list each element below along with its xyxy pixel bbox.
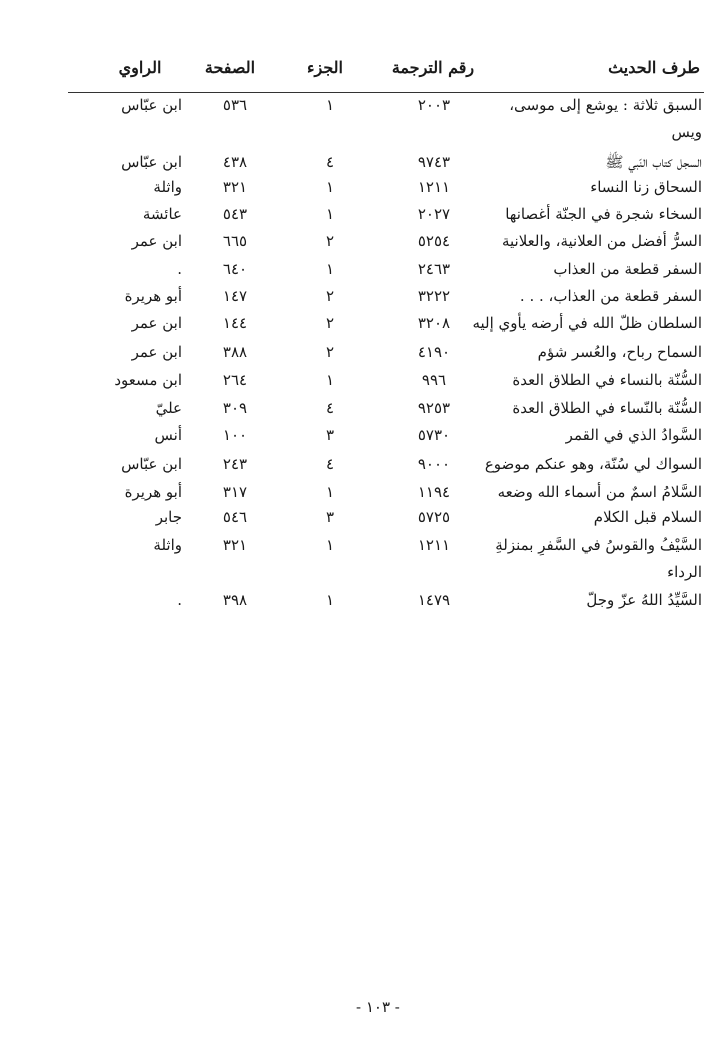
row-10-tarjama: ٩٩٦ [421,371,447,389]
header-rawi: الراوي [118,58,162,77]
row-3-safha: ٣٢١ [222,178,248,196]
row-6-rawi: . [177,260,182,278]
row-1-tarf: السبق ثلاثة : يوشع إلى موسى، [509,96,702,114]
row-12-tarf: السَّوادُ الذي في القمر [565,426,702,444]
row-8-rawi: ابن عمر [131,314,182,332]
row-6-tarjama: ٢٤٦٣ [417,260,451,278]
row-13-juz: ٤ [325,455,335,473]
row-14-rawi: أبو هريرة [124,483,182,501]
row-1-tarjama: ٢٠٠٣ [417,96,451,114]
row-8-tarf: السلطان ظلّ الله في أرضه يأوي إليه [472,314,702,332]
row-15-rawi: جابر [155,508,182,526]
row-11-juz: ٤ [325,399,335,417]
row-3-tarf: السحاق زنا النساء [590,178,702,196]
row-2-rawi: ابن عبّاس [121,153,182,171]
row-16-tarf: السَّيْفُ والقوسُ في السَّفرِ بمنزلةِ [495,536,702,554]
row-14-tarf: السَّلامُ اسمٌ من أسماء الله وضعه [497,483,702,501]
row-16-rawi: واثلة [153,536,182,554]
row-4-rawi: عائشة [142,205,182,223]
row-11-tarf: السُّنّة بالنّساء في الطلاق العدة [512,399,702,417]
row-5-tarf: السرُّ أفضل من العلانية، والعلانية [501,232,702,250]
row-8-tarjama: ٣٢٠٨ [417,314,451,332]
row-1-juz: ١ [325,96,335,114]
row-10-rawi: ابن مسعود [114,371,182,389]
header-juz: الجزء [307,58,343,77]
row-7-tarf: السفر قطعة من العذاب، . . . [519,287,702,305]
row-3-tarjama: ١٢١١ [417,178,451,196]
row-4-safha: ٥٤٣ [222,205,248,223]
row-4-tarjama: ٢٠٢٧ [417,205,451,223]
row-3-rawi: واثلة [153,178,182,196]
row-17-rawi: . [177,591,182,609]
row-13-rawi: ابن عبّاس [121,455,182,473]
row-7-rawi: أبو هريرة [124,287,182,305]
row-10-safha: ٢٦٤ [222,371,248,389]
row-3-juz: ١ [325,178,335,196]
row-16-juz: ١ [325,536,335,554]
row-15-tarjama: ٥٧٢٥ [417,508,451,526]
row-9-safha: ٣٨٨ [222,343,248,361]
row-2-safha: ٤٣٨ [222,153,248,171]
row-4-juz: ١ [325,205,335,223]
row-11-rawi: عليّ [155,399,182,417]
row-7-safha: ١٤٧ [222,287,248,305]
row-17-tarjama: ١٤٧٩ [417,591,451,609]
row-2-tarjama: ٩٧٤٣ [417,153,451,171]
row-13-tarjama: ٩٠٠٠ [417,455,451,473]
row-4-tarf: السخاء شجرة في الجنّة أغصانها [505,205,702,223]
row-7-juz: ٢ [325,287,335,305]
row-2-tarf: السجل كتاب النّبي ﷺ [605,153,702,171]
row-1-tarf-continued: ويس [671,123,702,141]
row-11-safha: ٣٠٩ [222,399,248,417]
row-8-safha: ١٤٤ [222,314,248,332]
header-rule [68,92,704,93]
row-6-safha: ٦٤٠ [222,260,248,278]
row-12-rawi: أنس [154,426,182,444]
row-10-tarf: السُّنّة بالنساء في الطلاق العدة [512,371,702,389]
row-10-juz: ١ [325,371,335,389]
row-5-rawi: ابن عمر [131,232,182,250]
row-11-tarjama: ٩٢٥٣ [417,399,451,417]
row-17-tarf: السَّيِّدُ اللهُ عزّ وجلّ [586,591,702,609]
row-8-juz: ٢ [325,314,335,332]
row-5-safha: ٦٦٥ [222,232,248,250]
row-14-tarjama: ١١٩٤ [417,483,451,501]
row-13-tarf: السواك لي سُنّة، وهو عنكم موضوع [484,455,702,473]
row-13-safha: ٢٤٣ [222,455,248,473]
row-2-juz: ٤ [325,153,335,171]
row-6-juz: ١ [325,260,335,278]
header-tarf: طرف الحديث [608,58,700,77]
header-safha: الصفحة [204,58,256,77]
row-14-juz: ١ [325,483,335,501]
row-16-safha: ٣٢١ [222,536,248,554]
row-15-tarf: السلام قبل الكلام [593,508,702,526]
row-17-safha: ٣٩٨ [222,591,248,609]
row-16-tarf-continued: الرداء [667,563,702,581]
row-12-tarjama: ٥٧٣٠ [417,426,451,444]
row-7-tarjama: ٣٢٢٢ [417,287,451,305]
row-9-juz: ٢ [325,343,335,361]
page-number: - ١٠٣ - [356,998,400,1016]
header-tarjama: رقم الترجمة [391,58,475,77]
row-5-juz: ٢ [325,232,335,250]
row-12-safha: ١٠٠ [222,426,248,444]
row-15-juz: ٣ [325,508,335,526]
row-14-safha: ٣١٧ [222,483,248,501]
row-16-tarjama: ١٢١١ [417,536,451,554]
row-6-tarf: السفر قطعة من العذاب [553,260,702,278]
row-15-safha: ٥٤٦ [222,508,248,526]
row-1-rawi: ابن عبّاس [121,96,182,114]
row-9-rawi: ابن عمر [131,343,182,361]
row-9-tarjama: ٤١٩٠ [417,343,451,361]
row-12-juz: ٣ [325,426,335,444]
row-17-juz: ١ [325,591,335,609]
row-5-tarjama: ٥٢٥٤ [417,232,451,250]
row-9-tarf: السماح رباح، والعُسر شؤم [537,343,702,361]
row-1-safha: ٥٣٦ [222,96,248,114]
